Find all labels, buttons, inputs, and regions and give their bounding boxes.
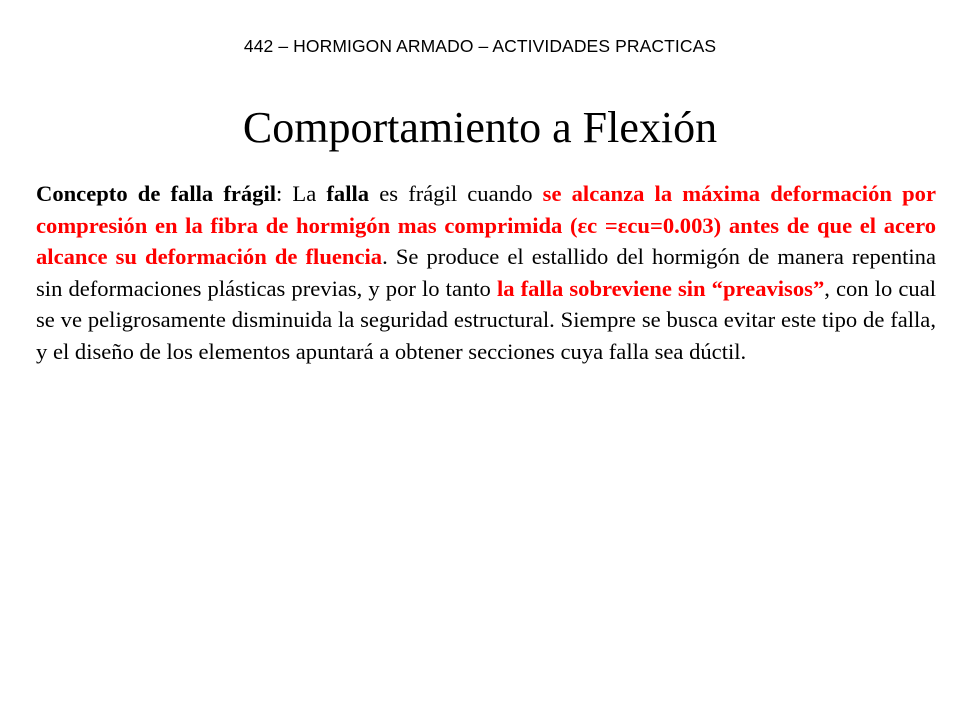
concept-term: Concepto de falla frágil [36, 181, 277, 206]
text-segment: . Se produce el estallido del hormigón de manera repentina sin deformaciones plásticas previas, y por lo tanto [36, 244, 937, 301]
text-segment: es frágil cuando [369, 181, 543, 206]
highlight-condition: se alcanza la máxima deformación por compresión en la fibra de hormigón mas comprimida (εc =εcu=0.003) antes de que el acero alcance su deformación de fluencia [36, 181, 936, 269]
falla-term: falla [326, 181, 370, 206]
text-segment: , con lo cual se ve peligrosamente disminuida la seguridad estructural. Siempre se busca evitar este tipo de falla, y el diseño de los elementos apuntará a obtener secciones cuya falla sea dúctil. [36, 275, 936, 364]
body-paragraph [36, 178, 936, 367]
slide-title: Comportamiento a Flexión [242, 103, 718, 152]
course-header: 442 – HORMIGON ARMADO – ACTIVIDADES PRACTICAS [243, 36, 717, 56]
highlight-no-warning: la falla sobreviene sin “preavisos” [496, 275, 825, 301]
text-segment: : La [276, 181, 327, 206]
